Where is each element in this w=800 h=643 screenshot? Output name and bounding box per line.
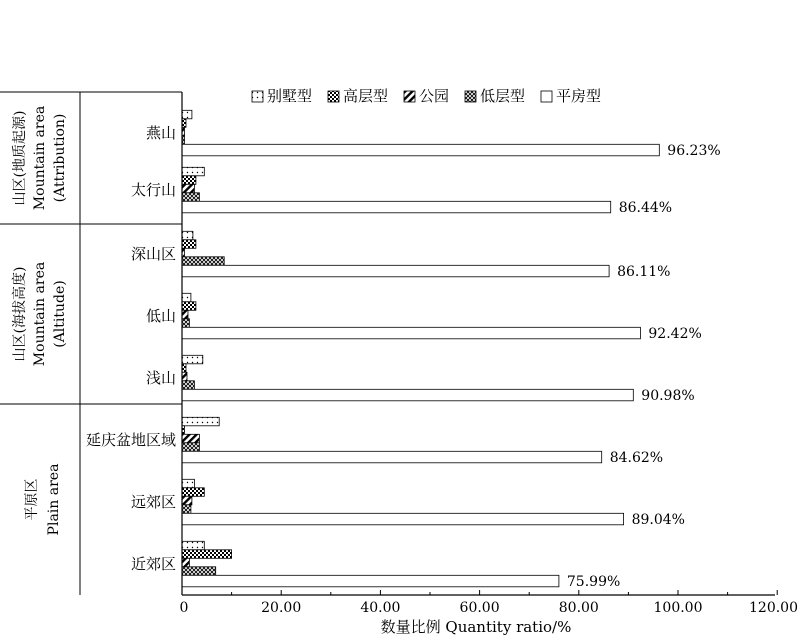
bar-2-8 <box>182 550 232 559</box>
x-tick-label-3: 40.00 <box>360 600 401 616</box>
legend-label-4: 低层型 <box>480 87 526 105</box>
group-label-3-line-1: 平原区 <box>24 478 40 521</box>
bar-4-3 <box>182 257 224 266</box>
legend-swatch-5 <box>541 91 552 102</box>
category-label-6: 延庆盆地区域 <box>85 431 176 449</box>
bar-2-5 <box>182 364 186 373</box>
bar-4-8 <box>182 567 216 576</box>
x-tick-label-1: 0 <box>179 600 189 616</box>
bar-4-7 <box>182 505 191 514</box>
value-label-5: 90.98% <box>641 387 695 404</box>
category-labels <box>86 124 176 573</box>
legend-label-3: 公园 <box>419 87 450 105</box>
value-label-4: 92.42% <box>648 325 702 342</box>
value-label-3: 86.11% <box>617 263 671 280</box>
bar-5-1 <box>182 144 659 156</box>
bar-4-2 <box>182 193 199 202</box>
bar-2-7 <box>182 488 204 497</box>
bar-4-5 <box>182 381 194 390</box>
category-label-2: 太行山 <box>130 181 176 199</box>
bar-5-5 <box>182 389 633 401</box>
bar-1-8 <box>182 541 204 550</box>
value-label-2: 86.44% <box>618 199 673 216</box>
x-tick-label-7: 120.00 <box>749 600 798 616</box>
bar-5-8 <box>182 575 559 587</box>
bar-4-6 <box>182 443 199 452</box>
legend-label-2: 高层型 <box>343 87 389 105</box>
x-tick-label-6: 100.00 <box>653 600 703 616</box>
bar-5-2 <box>182 201 611 213</box>
bar-5-6 <box>182 451 602 463</box>
legend-label-1: 别墅型 <box>267 87 313 105</box>
bar-3-7 <box>182 496 192 505</box>
bar-3-6 <box>182 434 199 443</box>
legend-swatch-1 <box>252 91 263 102</box>
x-axis-title: 数量比例 Quantity ratio/% <box>380 618 572 636</box>
bar-5-3 <box>182 265 609 277</box>
bars <box>182 110 659 587</box>
bar-1-3 <box>182 231 193 240</box>
group-label-2-line-2: Mountain area <box>32 261 48 367</box>
category-label-4: 低山 <box>145 307 176 325</box>
bar-1-5 <box>182 355 203 364</box>
bar-2-1 <box>182 119 186 128</box>
value-label-7: 89.04% <box>631 511 685 528</box>
group-label-3-line-2: Plain area <box>46 463 62 536</box>
x-tick-label-2: 20.00 <box>261 600 302 616</box>
group-label-2-line-1: 山区(海拔高度) <box>12 266 28 362</box>
bar-1-2 <box>182 167 204 176</box>
group-label-2-line-3: (Altitude) <box>52 280 68 348</box>
value-label-8: 75.99% <box>566 573 621 590</box>
bar-1-4 <box>182 293 191 302</box>
bar-3-5 <box>182 372 187 381</box>
legend-swatch-3 <box>404 91 415 102</box>
bar-3-2 <box>182 184 194 193</box>
category-label-1: 燕山 <box>145 124 176 142</box>
category-label-5: 浅山 <box>145 369 176 387</box>
bar-2-3 <box>182 240 196 249</box>
group-label-1-line-1: 山区(地质起源) <box>12 110 28 206</box>
legend-swatch-2 <box>328 91 339 102</box>
bar-3-4 <box>182 310 188 319</box>
legend-label-5: 平房型 <box>556 87 602 105</box>
legend-swatch-4 <box>465 91 476 102</box>
bar-2-4 <box>182 302 196 311</box>
bar-3-8 <box>182 558 189 567</box>
x-tick-label-5: 80.00 <box>558 600 599 616</box>
value-label-1: 96.23% <box>667 142 721 159</box>
bar-1-7 <box>182 479 194 488</box>
bar-1-6 <box>182 417 219 426</box>
group-label-1-line-3: (Attribution) <box>52 113 68 203</box>
x-tick-label-4: 60.00 <box>459 600 500 616</box>
bar-5-7 <box>182 513 624 525</box>
group-labels <box>11 106 68 536</box>
category-label-7: 远郊区 <box>130 493 176 511</box>
category-label-3: 深山区 <box>130 245 176 263</box>
bar-1-1 <box>182 110 192 119</box>
axes <box>180 92 798 616</box>
category-label-8: 近郊区 <box>130 555 176 573</box>
legend <box>252 87 601 105</box>
value-label-6: 84.62% <box>609 449 664 466</box>
bar-4-4 <box>182 319 189 328</box>
bar-5-4 <box>182 327 640 339</box>
bar-2-2 <box>182 176 196 185</box>
group-label-1-line-2: Mountain area <box>32 105 48 211</box>
